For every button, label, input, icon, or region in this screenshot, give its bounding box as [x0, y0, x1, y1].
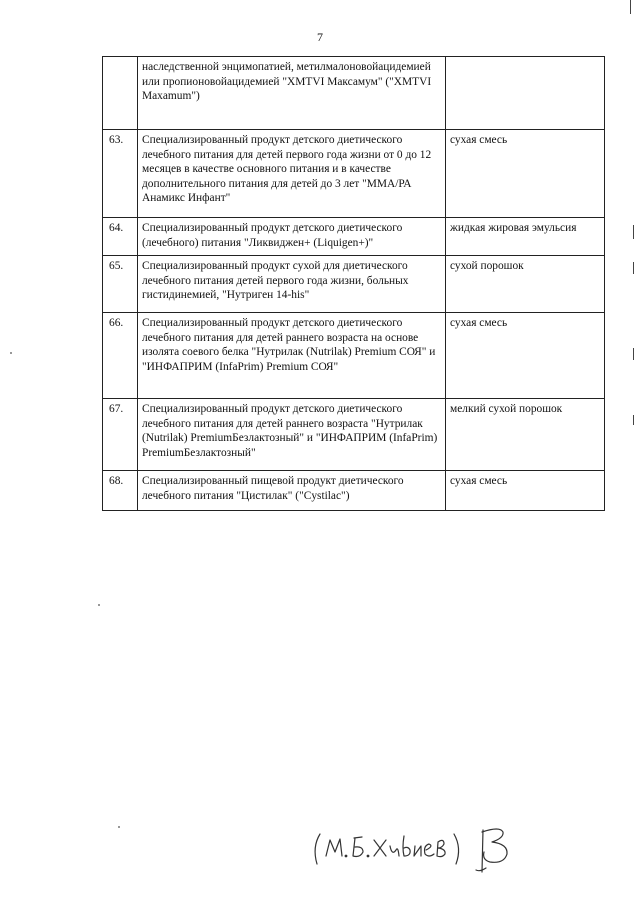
row-number: 63. [103, 130, 138, 218]
row-form: сухой порошок [446, 256, 605, 313]
page-number: 7 [317, 30, 323, 44]
table-row [103, 399, 605, 471]
scan-edge-mark [633, 348, 634, 360]
scan-speck [10, 352, 12, 354]
scan-speck [98, 604, 100, 606]
row-form: мелкий сухой порошок [446, 399, 605, 471]
row-description: Специализированный продукт детского диетического лечебного питания для детей раннего возраста на основе изолята соевого белка "Нутрилак (Nutrilak) Premium СОЯ" и "ИНФАПРИМ (InfaPrim) Premium СОЯ" [138, 313, 446, 399]
row-description: наследственной энцимопатией, метилмалоновойацидемией или пропионовойацидемией "XMTVI Максамум" ("XMTVI Maxamum") [138, 57, 446, 130]
row-form: сухая смесь [446, 471, 605, 511]
row-description: Специализированный продукт сухой для диетического лечебного питания детей первого года жизни, больных гистидинемией, "Нутриген 14-his" [138, 256, 446, 313]
row-form: сухая смесь [446, 130, 605, 218]
row-number: 67. [103, 399, 138, 471]
scan-edge-mark [630, 0, 631, 14]
row-description: Специализированный продукт детского диетического лечебного питания для детей раннего возраста "Нутрилак (Nutrilak) PremiumБезлактозный" и "ИНФАПРИМ (InfaPrim) PremiumБезлактозный" [138, 399, 446, 471]
row-description: Специализированный пищевой продукт диетического лечебного питания "Цистилак" ("Cystilac") [138, 471, 446, 511]
table-row [103, 256, 605, 313]
row-number: 65. [103, 256, 138, 313]
row-description: Специализированный продукт детского диетического лечебного питания для детей первого года жизни от 0 до 12 месяцев в качестве основного питания и в качестве дополнительного питания для детей до 3 лет "ММА/РА Анамикс Инфант" [138, 130, 446, 218]
scan-speck [118, 826, 120, 828]
table-row [103, 218, 605, 256]
row-form: жидкая жировая эмульсия [446, 218, 605, 256]
row-number: 66. [103, 313, 138, 399]
row-form: сухая смесь [446, 313, 605, 399]
products-table [102, 56, 605, 511]
scan-edge-mark [633, 415, 634, 425]
scan-edge-mark [633, 225, 634, 239]
scan-edge-mark [633, 262, 634, 274]
row-number: 68. [103, 471, 138, 511]
handwritten-signature [308, 812, 548, 882]
table-row [103, 313, 605, 399]
row-number [103, 57, 138, 130]
table-row [103, 471, 605, 511]
row-number: 64. [103, 218, 138, 256]
row-description: Специализированный продукт детского диетического (лечебного) питания "Ликвиджен+ (Liquigen+)" [138, 218, 446, 256]
table-row [103, 57, 605, 130]
row-form [446, 57, 605, 130]
table-row [103, 130, 605, 218]
